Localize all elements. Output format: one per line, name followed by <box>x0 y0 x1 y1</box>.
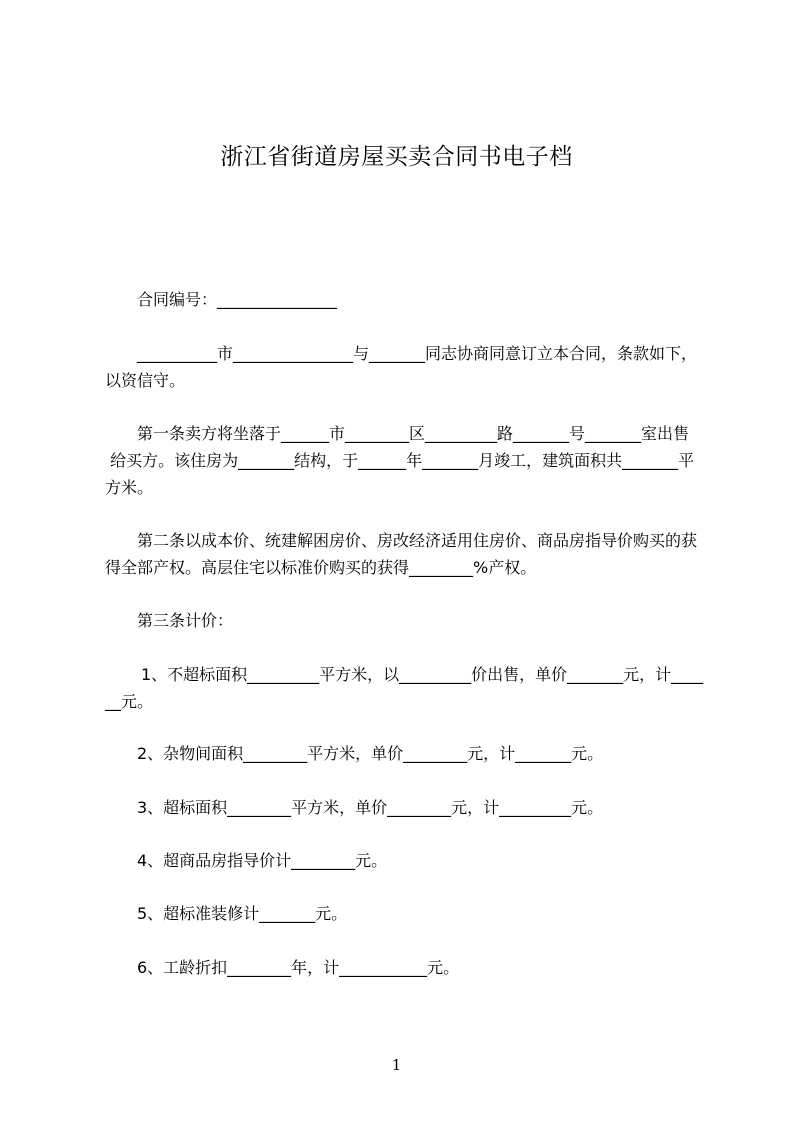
contract-number-line: 合同编号：_______________ <box>137 290 338 309</box>
preamble-line: 以资信守。 <box>105 371 186 390</box>
pricing-item-1: 1、不超标面积_________平方米，以_________价出售，单价_______元，计____ <box>141 665 704 684</box>
preamble-line: __________市_______________与_______同志协商同意订立本合同，条款如下， <box>137 344 698 363</box>
pricing-item-4: 4、超商品房指导价计________元。 <box>137 851 388 870</box>
pricing-item-2: 2、杂物间面积________平方米，单价________元，计_______元。 <box>137 744 604 763</box>
page-number: 1 <box>391 1056 402 1074</box>
article-3-heading: 第三条计价： <box>137 611 234 630</box>
article-1-line: 给买方。该住房为_______结构，于______年_______月竣工，建筑面积共_______平 <box>105 451 695 470</box>
pricing-item-6: 6、工龄折扣________年，计___________元。 <box>137 958 460 977</box>
pricing-item-5: 5、超标准装修计_______元。 <box>137 904 348 923</box>
pricing-item-3: 3、超标面积________平方米，单价________元，计_________元。 <box>137 798 604 817</box>
article-1-line: 方米。 <box>105 478 154 497</box>
pricing-item-1-continuation: __元。 <box>105 692 154 711</box>
article-1-line: 第一条卖方将坐落于______市________区_________路_______号_______室出售 <box>137 424 690 443</box>
document-title: 浙江省街道房屋买卖合同书电子档 <box>220 144 573 170</box>
article-2-line: 得全部产权。高层住宅以标准价购买的获得________%产权。 <box>105 558 537 577</box>
article-2-line: 第二条以成本价、统建解困房价、房改经济适用住房价、商品房指导价购买的获 <box>137 531 698 550</box>
